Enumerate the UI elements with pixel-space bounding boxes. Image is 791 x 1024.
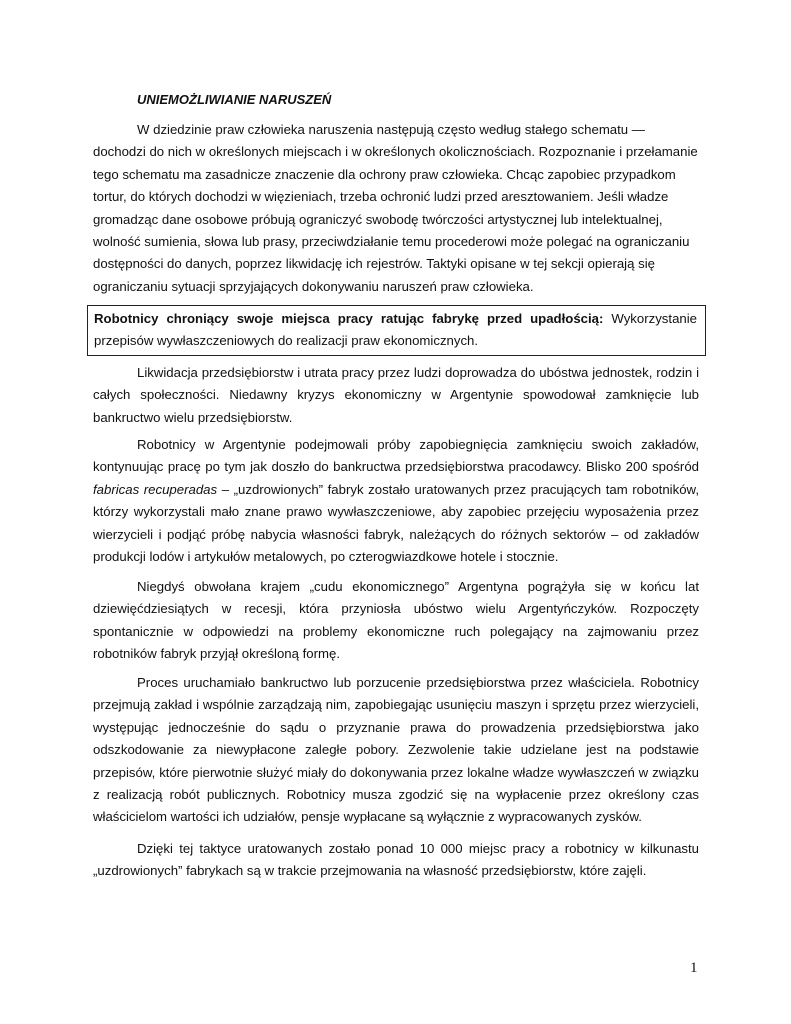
paragraph-2	[93, 434, 699, 568]
paragraph-4-text: Proces uruchamiało bankructwo lub porzucenie przedsiębiorstwa przez właściciela. Robotnicy przejmują zakład i wspólnie zarządzają nim, zapobiegając usunięciu maszyn i sprzętu przez wierzycieli, występując jednocześnie do sądu o przyznanie prawa do prowadzenia przedsiębiorstwa jako odszkodowanie za niewypłacone zaległe pobory. Zezwolenie takie udzielane jest na podstawie przepisów, które pierwotnie służyć miały do dokonywania przez lokalne władze wywłaszczeń w związku z realizacją robót publicznych. Robotnicy musza zgodzić się na wypłacenie przez określony czas właścicielom wartości ich udziałów, pensje wypłacane są wyłącznie z wypracowanych zysków.	[93, 675, 699, 825]
paragraph-1-text: Likwidacja przedsiębiorstw i utrata pracy przez ludzi doprowadza do ubóstwa jednostek, rodzin i całych społeczności. Niedawny kryzys ekonomiczny w Argentynie spowodował zamknięcie lub bankructwo wielu przedsiębiorstw.	[93, 365, 699, 425]
paragraph-5	[93, 838, 699, 883]
paragraph-5-text: Dzięki tej taktyce uratowanych zostało ponad 10 000 miejsc pracy a robotnicy w kilkunastu „uzdrowionych” fabrykach są w trakcie przejmowania na własność przedsiębiorstw, które zajęli.	[93, 841, 699, 879]
paragraph-2-italic-term: fabricas recuperadas	[93, 481, 218, 497]
paragraph-1	[93, 362, 699, 429]
case-study-title: Robotnicy chroniący swoje miejsca pracy ratując fabrykę przed upadłością:	[94, 311, 604, 326]
section-heading: UNIEMOŻLIWIANIE NARUSZEŃ	[137, 92, 332, 107]
intro-text: W dziedzinie praw człowieka naruszenia następują często według stałego schematu — dochodzi do nich w określonych miejscach i w określonych okolicznościach. Rozpoznanie i przełamanie tego schematu ma zasadnicze znaczenie dla ochrony praw człowieka. Chcąc zapobiec przypadkom tortur, do których dochodzi w więzieniach, trzeba ochronić ludzi przed aresztowaniem. Jeśli władze gromadząc dane osobowe próbują ograniczyć swobodę twórczości artystycznej lub intelektualnej, wolność sumienia, słowa lub prasy, przeciwdziałanie temu procederowi może polegać na ograniczaniu dostępności do danych, poprzez likwidację ich rejestrów. Taktyki opisane w tej sekcji opierają się ograniczaniu sytuacji sprzyjających dokonywaniu naruszeń praw człowieka.	[93, 122, 698, 294]
paragraph-3	[93, 576, 699, 666]
page-number: 1	[690, 960, 698, 976]
case-study-text	[94, 308, 697, 352]
intro-paragraph	[93, 119, 699, 298]
case-study-box	[87, 305, 706, 356]
paragraph-3-text: Niegdyś obwołana krajem „cudu ekonomicznego” Argentyna pogrążyła się w końcu lat dziewięćdziesiątych w recesji, która przyniosła ubóstwo wielu Argentyńczyków. Rozpoczęty spontanicznie w odpowiedzi na problemy ekonomiczne ruch polegający na zajmowaniu przez robotników fabryk przyjął określoną formę.	[93, 579, 699, 662]
paragraph-2-text-b: – „uzdrowionych” fabryk zostało uratowanych przez pracujących tam robotników, którzy wykorzystali mało znane prawo wywłaszczeniowe, aby zapobiec przejęciu wyposażenia przez wierzycieli i podjąć próbę nabycia własności fabryk, należących do różnych sektorów – od zakładów produkcji lodów i artykułów metalowych, po czterogwiazdkowe hotele i stocznie.	[93, 481, 700, 565]
paragraph-2-text-a: Robotnicy w Argentynie podejmowali próby zapobiegnięcia zamknięciu swoich zakładów, kontynuując pracę po tym jak doszło do bankructwa przedsiębiorstwa pracodawcy. Blisko 200 spośród	[93, 437, 699, 475]
case-study-subtitle: Wykorzystanie przepisów wywłaszczeniowych do realizacji praw ekonomicznych.	[94, 311, 697, 348]
paragraph-4	[93, 672, 699, 829]
